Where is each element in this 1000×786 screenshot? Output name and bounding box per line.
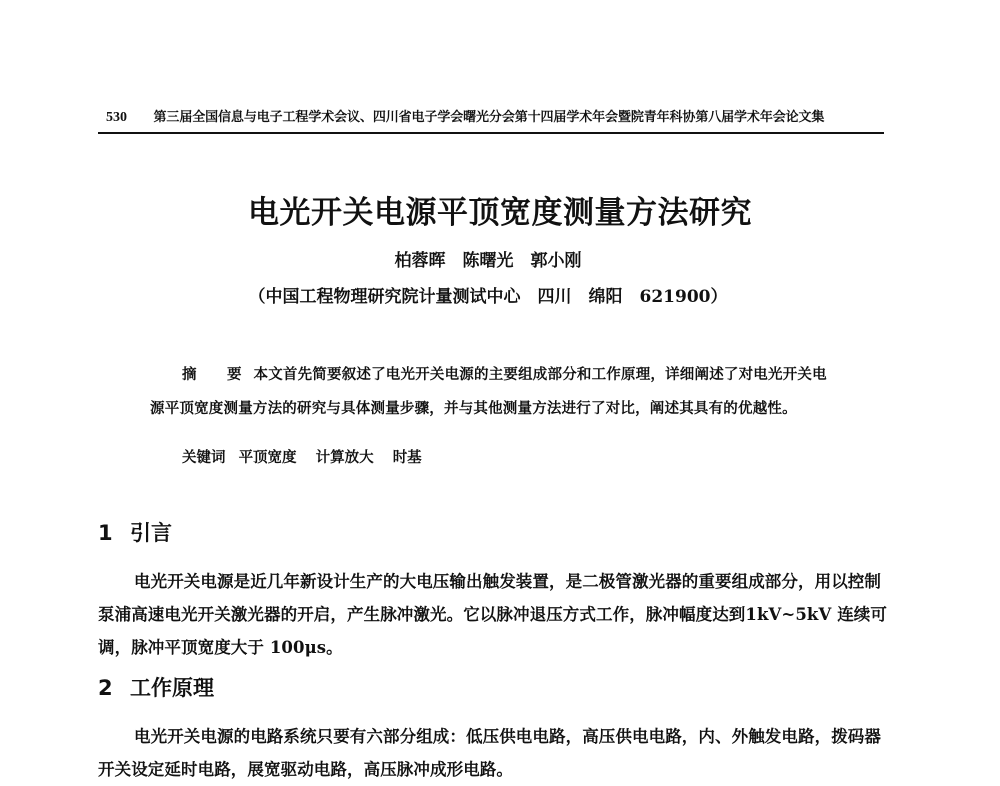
keywords xyxy=(182,441,832,475)
working-principle-paragraph: 电光开关电源的电路系统只要有六部分组成：低压供电电路，高压供电电路，内、外触发电路，拨码器开关设定延时电路，展宽驱动电路，高压脉冲成形电路。 xyxy=(98,726,881,779)
section-title: 工作原理 xyxy=(130,676,214,701)
author-list: 柏蓉晖 陈曙光 郭小刚 xyxy=(394,251,582,271)
running-header xyxy=(98,108,884,134)
conference-proceedings-title: 第三届全国信息与电子工程学术会议、四川省电子学会曙光分会第十四届学术年会暨院青年科协第八届学术年会论文集 xyxy=(153,110,825,125)
section-heading-working-principle xyxy=(98,673,214,703)
keyword-computational-amplification: 计算放大 xyxy=(315,449,374,466)
abstract-text: 本文首先简要叙述了电光开关电源的主要组成部分和工作原理，详细阐述了对电光开关电源平顶宽度测量方法的研究与具体测量步骤，并与其他测量方法进行了对比，阐述其具有的优越性。 xyxy=(150,365,827,417)
keywords-label: 关键词 xyxy=(182,449,226,466)
keyword-flat-top-width: 平顶宽度 xyxy=(238,449,297,466)
section-title: 引言 xyxy=(130,521,172,546)
abstract-label: 摘 要 xyxy=(182,365,250,383)
keyword-time-base: 时基 xyxy=(392,449,422,466)
paper-title: 电光开关电源平顶宽度测量方法研究 xyxy=(248,194,752,231)
author-affiliation: （中国工程物理研究院计量测试中心 四川 绵阳 621900） xyxy=(248,287,728,307)
section-heading-introduction xyxy=(98,518,172,548)
introduction-paragraph: 电光开关电源是近几年新设计生产的大电压输出触发装置，是二极管激光器的重要组成部分，用以控制泵浦高速电光开关激光器的开启，产生脉冲激光。它以脉冲退压方式工作，脉冲幅度达到1kV~5kV 连续可调，脉冲平顶宽度大于 100μs。 xyxy=(98,571,887,657)
section-number: 2 xyxy=(98,676,113,701)
abstract xyxy=(150,358,840,426)
page-number: 530 xyxy=(106,110,127,125)
section-number: 1 xyxy=(98,521,113,546)
